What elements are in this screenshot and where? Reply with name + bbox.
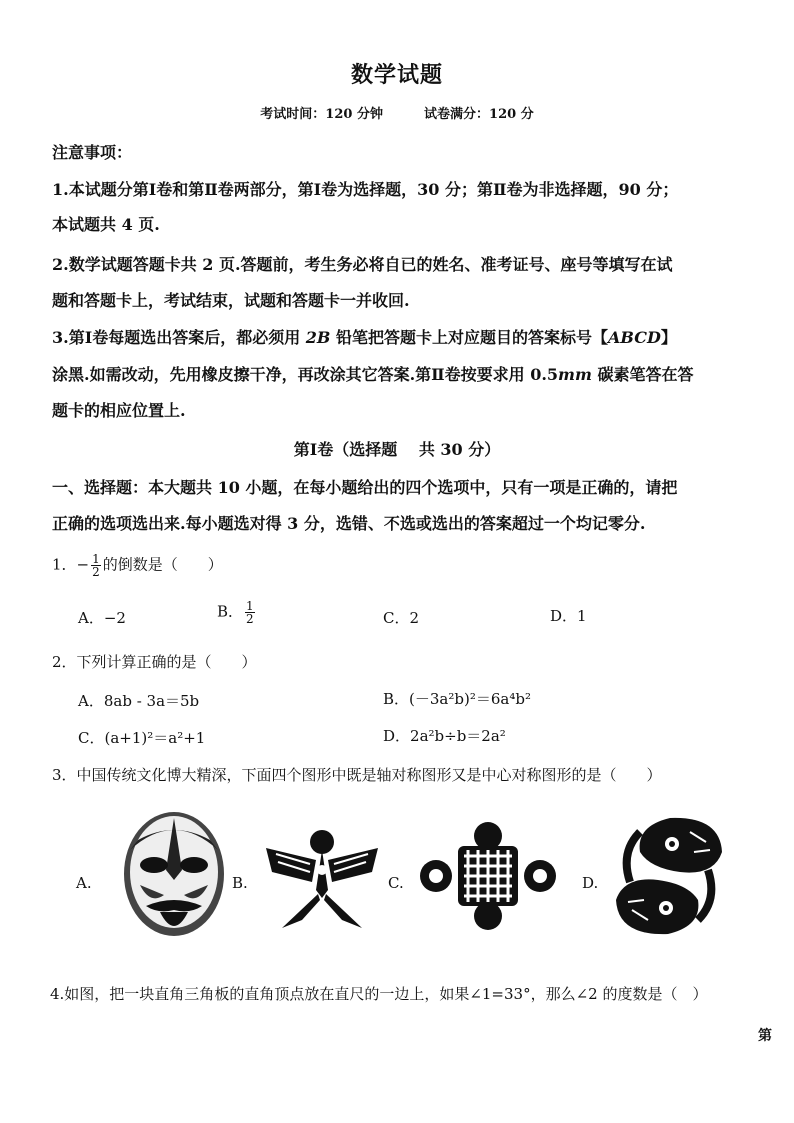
opera-mask-image [120, 810, 228, 940]
q3-label-c: C. [388, 874, 404, 892]
question-3: 3．中国传统文化博大精深，下面四个图形中既是轴对称图形又是中心对称图形的是（ ） [52, 766, 662, 784]
section-title: 第Ⅰ卷（选择题 共 30 分） [293, 440, 501, 459]
exam-info [0, 103, 794, 122]
exam-time: 考试时间：120 分钟 [260, 107, 383, 122]
section-intro-2: 正确的选项选出来.每小题选对得 3 分，选错、不选或选出的答案超过一个均记零分. [52, 514, 646, 533]
q2-option-b: B．(－3a²b)²＝6a⁴b² [383, 690, 531, 708]
papercut-fish-image [610, 812, 728, 940]
q3-label-b: B. [232, 874, 248, 892]
note-line-1: 1.本试题分第Ⅰ卷和第Ⅱ卷两部分，第Ⅰ卷为选择题，30 分；第Ⅱ卷为非选择题，90 分； [52, 180, 679, 199]
question-1: 1．− $\frac{1}{2}$ 的倒数是（ ） [52, 552, 223, 579]
q3-label-d: D. [582, 874, 599, 892]
fraction-one-half: $\frac{1}{2}$ [92, 552, 100, 579]
section-intro-1: 一、选择题：本大题共 10 小题，在每小题给出的四个选项中，只有一项是正确的，请把 [52, 478, 678, 497]
swallow-kite-image [262, 820, 382, 932]
notes-heading: 注意事项： [52, 143, 133, 162]
chinese-knot-image [418, 820, 558, 932]
q2-option-a: A．8ab - 3a＝5b [78, 692, 200, 710]
q3-label-a: A. [76, 874, 92, 892]
note-line-4: 题和答题卡上，考试结束，试题和答题卡一并收回. [52, 291, 410, 310]
note-line-2: 本试题共 4 页. [52, 215, 160, 234]
q1-option-d: D．1 [550, 607, 587, 625]
q1-option-a: A．−2 [78, 609, 126, 627]
note-line-3: 2.数学试题答题卡共 2 页.答题前，考生务必将自已的姓名、准考证号、座号等填写在试 [52, 255, 673, 274]
note-line-5: 3.第Ⅰ卷每题选出答案后，都必须用 2B 铅笔把答题卡上对应题目的答案标号【ABCD】 [52, 328, 677, 347]
exam-score: 试卷满分：120 分 [424, 107, 534, 122]
q2-option-d: D．2a²b÷b＝2a² [383, 727, 506, 745]
page-title: 数学试题 [350, 62, 443, 88]
q2-option-c: C．(a+1)²＝a²+1 [78, 729, 206, 747]
q1-option-c: C．2 [383, 609, 420, 627]
note-line-6: 涂黑.如需改动，先用橡皮擦干净，再改涂其它答案.第Ⅱ卷按要求用 0.5mm 碳素笔答在答 [52, 365, 694, 384]
page-footer: 第 [758, 1028, 772, 1044]
note-line-7: 题卡的相应位置上. [52, 401, 186, 420]
question-2: 2．下列计算正确的是（ ） [52, 653, 257, 671]
question-4: 4.如图，把一块直角三角板的直角顶点放在直尺的一边上，如果∠1=33°，那么∠2 的度数是（ ） [50, 985, 708, 1003]
q1-option-b: B． $\frac{1}{2}$ [217, 599, 254, 626]
